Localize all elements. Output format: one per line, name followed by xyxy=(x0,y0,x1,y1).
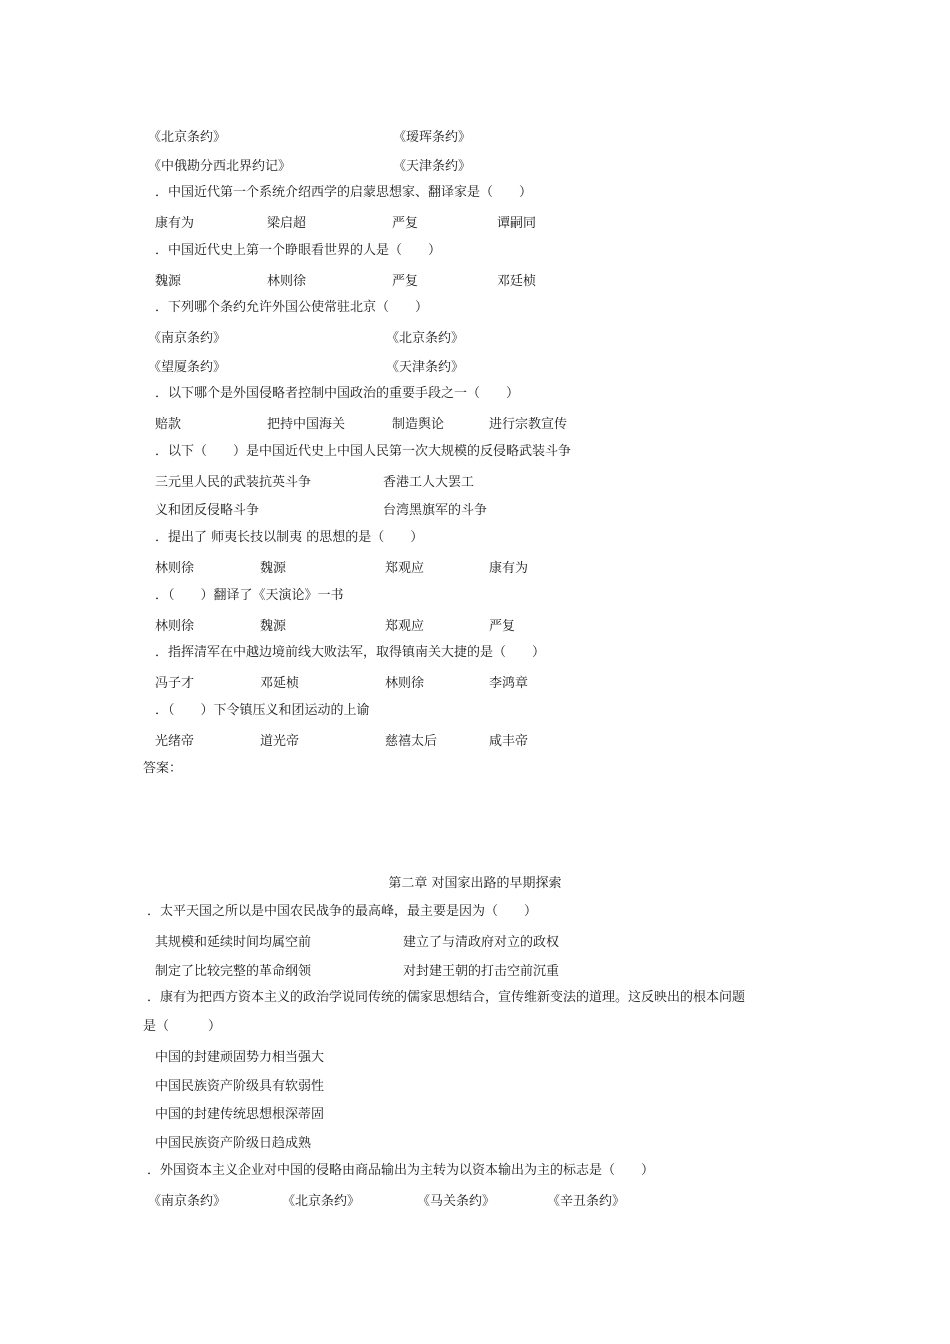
option-text: 郑观应 xyxy=(385,619,425,634)
option-text: 严复 xyxy=(392,216,419,231)
option-text: 魏源 xyxy=(260,619,287,634)
option-text: 《南京条约》 xyxy=(148,1194,227,1209)
option-text: 把持中国海关 xyxy=(267,417,346,432)
option-text: 李鸿章 xyxy=(489,676,529,691)
option-text: 魏源 xyxy=(260,561,287,576)
option-text: 林则徐 xyxy=(155,561,195,576)
option-text: 中国民族资产阶级日趋成熟 xyxy=(155,1136,312,1151)
option-text: 进行宗教宣传 xyxy=(489,417,568,432)
option-text: 《辛丑条约》 xyxy=(547,1194,626,1209)
option-text: 中国民族资产阶级具有软弱性 xyxy=(155,1079,325,1094)
question-text: ．以下哪个是外国侵略者控制中国政治的重要手段之一（ ） xyxy=(155,386,520,401)
answer-label: 答案： xyxy=(143,761,183,776)
option-text: 林则徐 xyxy=(155,619,195,634)
option-text: 对封建王朝的打击空前沉重 xyxy=(403,964,560,979)
question-text: ．提出了 师夷长技以制夷 的思想的是（ ） xyxy=(155,530,424,545)
option-text: 中国的封建传统思想根深蒂固 xyxy=(155,1107,325,1122)
option-text: 建立了与清政府对立的政权 xyxy=(403,935,560,950)
option-text: 严复 xyxy=(392,274,419,289)
option-text: 制定了比较完整的革命纲领 xyxy=(155,964,312,979)
option-text: 咸丰帝 xyxy=(489,734,529,749)
option-text: 台湾黑旗军的斗争 xyxy=(383,503,488,518)
option-text: 《北京条约》 xyxy=(282,1194,361,1209)
option-text: 其规模和延续时间均属空前 xyxy=(155,935,312,950)
option-text: 《马关条约》 xyxy=(417,1194,496,1209)
question-text: ．以下（ ）是中国近代史上中国人民第一次大规模的反侵略武装斗争 xyxy=(155,444,572,459)
question-text: ．康有为把西方资本主义的政治学说同传统的儒家思想结合，宣传维新变法的道理。这反映出的根本问题 xyxy=(147,990,746,1005)
option-text: 《望厦条约》 xyxy=(148,360,227,375)
question-text: ．指挥清军在中越边境前线大败法军，取得镇南关大捷的是（ ） xyxy=(155,645,546,660)
option-text: 道光帝 xyxy=(260,734,300,749)
option-text: 《中俄勘分西北界约记》 xyxy=(148,159,292,174)
option-text: 郑观应 xyxy=(385,561,425,576)
option-text: 《北京条约》 xyxy=(386,331,465,346)
option-text: 林则徐 xyxy=(267,274,307,289)
option-text: 康有为 xyxy=(489,561,529,576)
option-text: 义和团反侵略斗争 xyxy=(155,503,260,518)
option-text: 谭嗣同 xyxy=(497,216,537,231)
option-text: 香港工人大罢工 xyxy=(383,475,475,490)
question-text: ．（ ）下令镇压义和团运动的上谕 xyxy=(155,703,370,718)
option-text: 邓延桢 xyxy=(260,676,300,691)
option-text: 《北京条约》 xyxy=(148,130,227,145)
option-text: 林则徐 xyxy=(385,676,425,691)
question-text: ．（ ）翻译了《天演论》一书 xyxy=(155,588,344,603)
question-text-continued: 是（ ） xyxy=(143,1019,222,1034)
question-text: ．下列哪个条约允许外国公使常驻北京（ ） xyxy=(155,300,429,315)
question-text: ．中国近代第一个系统介绍西学的启蒙思想家、翻译家是（ ） xyxy=(155,185,533,200)
option-text: 《天津条约》 xyxy=(386,360,465,375)
option-text: 慈禧太后 xyxy=(385,734,438,749)
option-text: 《南京条约》 xyxy=(148,331,227,346)
option-text: 赔款 xyxy=(155,417,182,432)
option-text: 冯子才 xyxy=(155,676,195,691)
option-text: 严复 xyxy=(489,619,516,634)
chapter-title: 第二章 对国家出路的早期探索 xyxy=(388,876,562,891)
option-text: 梁启超 xyxy=(267,216,307,231)
option-text: 《瑷珲条约》 xyxy=(393,130,472,145)
option-text: 邓廷桢 xyxy=(497,274,537,289)
option-text: 光绪帝 xyxy=(155,734,195,749)
question-text: ．外国资本主义企业对中国的侵略由商品输出为主转为以资本输出为主的标志是（ ） xyxy=(147,1163,655,1178)
option-text: 制造舆论 xyxy=(392,417,445,432)
option-text: 魏源 xyxy=(155,274,182,289)
option-text: 《天津条约》 xyxy=(393,159,472,174)
question-text: ．中国近代史上第一个睁眼看世界的人是（ ） xyxy=(155,243,442,258)
option-text: 三元里人民的武装抗英斗争 xyxy=(155,475,312,490)
question-text: ．太平天国之所以是中国农民战争的最高峰，最主要是因为（ ） xyxy=(147,904,538,919)
option-text: 康有为 xyxy=(155,216,195,231)
option-text: 中国的封建顽固势力相当强大 xyxy=(155,1050,325,1065)
